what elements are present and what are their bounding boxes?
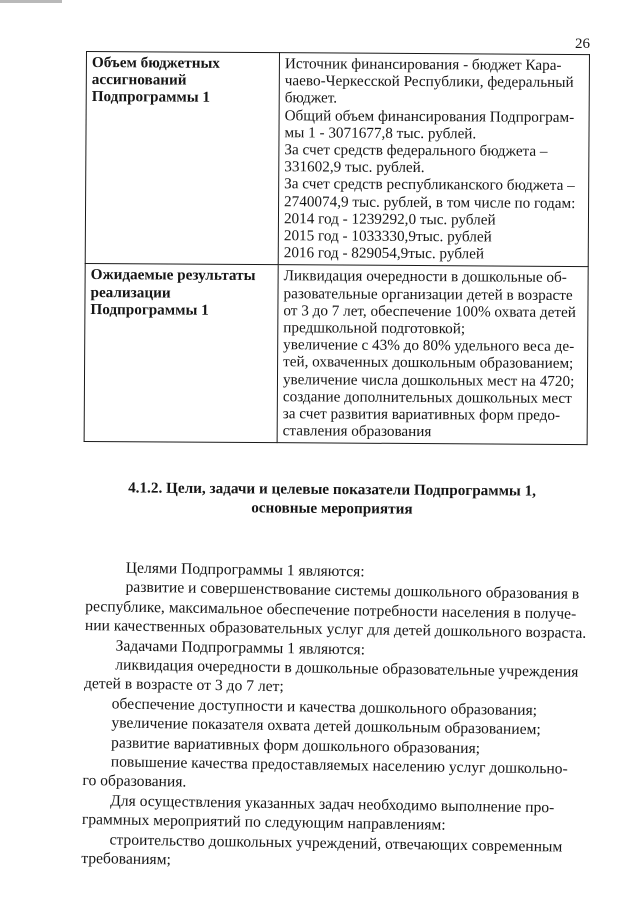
content-line: бюджет. (284, 89, 338, 107)
content-line: Источник финансирования - бюджет Кара- (284, 55, 562, 74)
body-line: требованиям; (81, 850, 172, 869)
budget-label-cell (85, 52, 279, 266)
label-line: Объем бюджетных (91, 54, 220, 72)
body-line: развитие и совершенствование системы дошкольного образования в (125, 579, 580, 604)
label-line: Ожидаемые результаты (90, 266, 256, 285)
content-line: разовательные организации детей в возрасте (283, 284, 573, 304)
content-line: мы 1 - 3071677,8 тыс. рублей. (284, 124, 477, 143)
label-line: реализации (90, 283, 171, 302)
content-line: ставления образования (282, 422, 432, 441)
content-line: 2014 год - 1239292,0 тыс. рублей (283, 210, 496, 229)
body-line: развитие вариативных форм дошкольного образования; (110, 734, 481, 757)
body-line: нии качественных образовательных услуг для детей дошкольного возраста. (84, 617, 587, 643)
table-row (84, 264, 588, 445)
content-line: за счет развития вариативных форм предо- (282, 405, 561, 424)
content-line: тей, охваченных дошкольным образованием; (283, 353, 574, 373)
body-line: го образования. (82, 772, 187, 792)
body-line: строительство дошкольных учреждений, отвечающих современным (109, 831, 563, 856)
body-line: Задачами Подпрограммы 1 являются: (115, 637, 366, 659)
content-line: создание дополнительных дошкольных мест (282, 388, 572, 407)
section-heading (112, 478, 552, 519)
body-line: Целями Подпрограммы 1 являются: (125, 559, 365, 581)
body-text (81, 558, 587, 876)
section-heading-line: 4.1.2. Цели, задачи и целевые показатели Подпрограммы 1, (128, 479, 537, 500)
body-line: повышение качества предоставляемых населению услуг дошкольно- (110, 753, 568, 778)
body-line: увеличение показателя охвата детей дошкольным образованием; (111, 714, 541, 739)
content-line: 2740074,9 тыс. рублей, в том числе по годам: (284, 192, 576, 212)
content-line: За счет средств республиканского бюджета – (284, 175, 575, 195)
content-line: чаево-Черкесской Республики, федеральный (284, 72, 574, 92)
scan-edge-mark (0, 0, 62, 3)
body-line: граммных мероприятий по следующим направлениям: (81, 811, 446, 834)
results-content-cell (277, 265, 588, 445)
subprogram-passport-table (84, 51, 590, 446)
body-line: республике, максимальное обеспечение потребности населения в получе- (85, 597, 577, 623)
body-line: детей в возрасте от 3 до 7 лет; (83, 675, 284, 696)
content-line: от 3 до 7 лет, обеспечение 100% охвата детей (283, 302, 576, 321)
budget-content-cell (278, 53, 589, 267)
content-line: За счет средств федерального бюджета – (284, 141, 548, 160)
content-line: увеличение с 43% до 80% удельного веса де- (283, 336, 575, 356)
results-label-cell (84, 264, 278, 443)
content-line: Общий объем финансирования Подпрограм- (284, 106, 575, 126)
label-line: Подпрограммы 1 (90, 300, 209, 319)
content-line: 2016 год - 829054,9тыс. рублей (283, 244, 485, 263)
page-number: 26 (575, 36, 590, 52)
content-line: предшкольной подготовкой; (283, 319, 466, 338)
section-heading-line: основные мероприятия (251, 499, 413, 518)
content-line: увеличение числа дошкольных мест на 4720; (282, 370, 575, 390)
label-line: ассигнований (91, 71, 187, 89)
content-line: 2015 год - 1033330,9тыс. рублей (283, 227, 492, 246)
body-line: обеспечение доступности и качества дошкольного образования; (111, 695, 538, 719)
label-line: Подпрограммы 1 (91, 88, 211, 107)
table-row (85, 52, 589, 268)
body-line: ликвидация очередности в дошкольные образовательные учреждения (115, 656, 579, 681)
body-line: Для осуществления указанных задач необходимо выполнение про- (110, 792, 555, 817)
content-line: Ликвидация очередности в дошкольные об- (283, 267, 567, 287)
content-line: 331602,9 тыс. рублей. (284, 158, 425, 177)
